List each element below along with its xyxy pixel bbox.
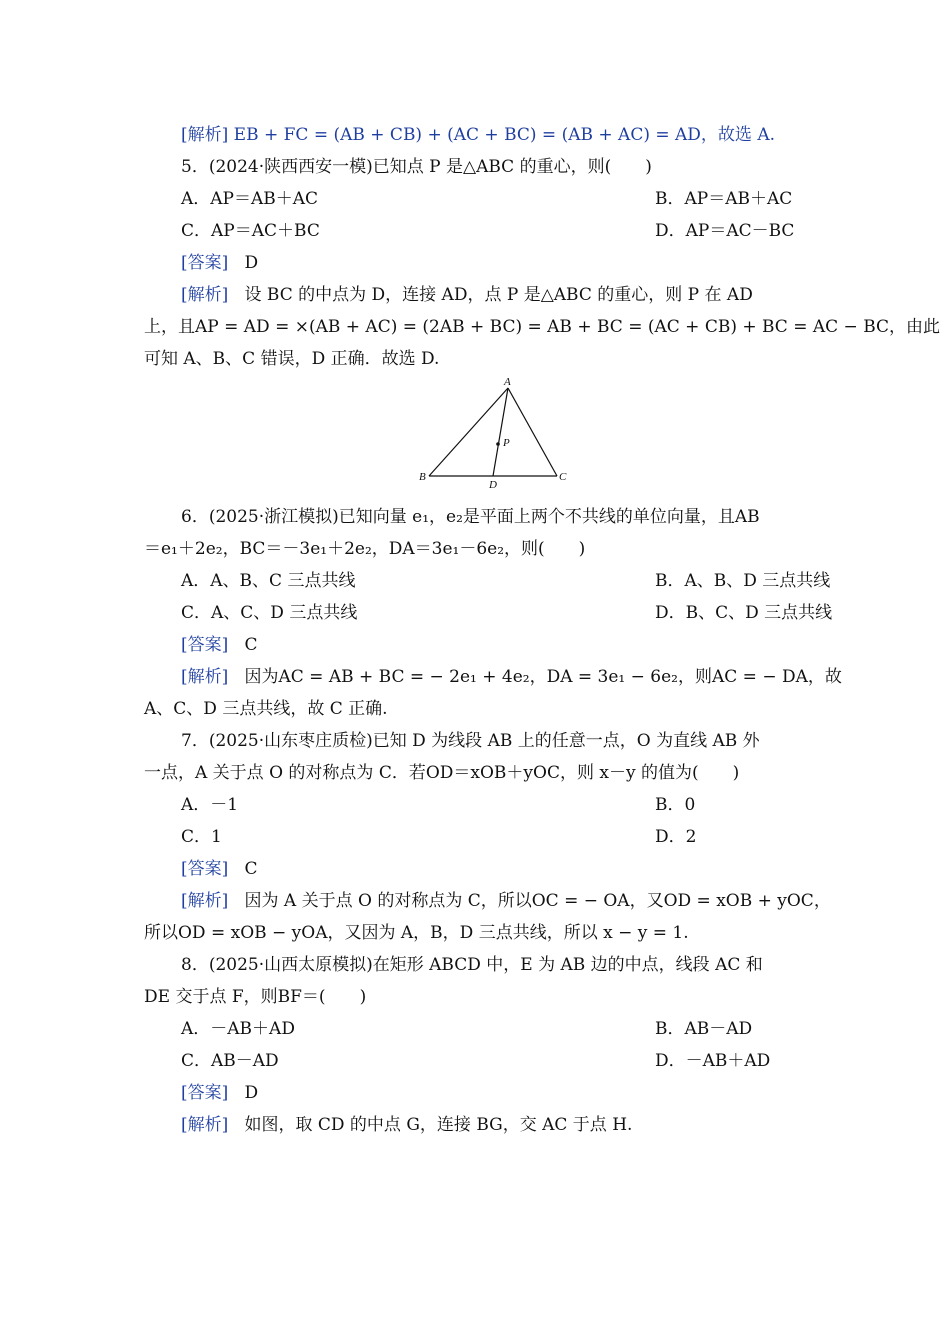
q8-option-c: C．AB－AD xyxy=(181,1051,279,1071)
label-a: A xyxy=(504,376,511,388)
median-ad xyxy=(493,388,508,476)
q6-option-d: D．B、C、D 三点共线 xyxy=(655,603,833,623)
q8-answer xyxy=(181,1078,845,1108)
label-c: C xyxy=(559,471,567,483)
q8-options-row-1 xyxy=(181,1014,845,1044)
q8-answer-value: D xyxy=(244,1083,259,1103)
triangle-figure xyxy=(415,374,575,490)
q5-option-b: B．AP＝AB＋AC xyxy=(655,189,793,209)
q6-answer xyxy=(181,630,845,660)
label-b: B xyxy=(419,471,426,483)
answer-tag: [答案] xyxy=(181,859,229,879)
answer-tag: [答案] xyxy=(181,635,229,655)
q8-option-d: D．－AB＋AD xyxy=(655,1051,771,1071)
q7-option-c: C．1 xyxy=(181,827,222,847)
question-7-stem-1: 7．(2025·山东枣庄质检)已知 D 为线段 AB 上的任意一点，O 为直线 AB 外 xyxy=(181,731,760,751)
solution-tag: [解析] xyxy=(181,667,229,687)
q8-option-a: A．－AB＋AD xyxy=(181,1019,295,1039)
q6-answer-value: C xyxy=(244,635,258,655)
q5-answer xyxy=(181,248,845,278)
point-p xyxy=(496,442,500,446)
side-ab xyxy=(429,388,508,476)
q5-option-a: A．AP＝AB＋AC xyxy=(181,189,319,209)
q6-option-b: B．A、B、D 三点共线 xyxy=(655,571,831,591)
q7-option-a: A．－1 xyxy=(181,795,239,815)
q6-solution-line-1: [解析] 因为AC = AB + BC = − 2e₁ + 4e₂，DA = 3e₁ − 6e₂，则AC = − DA，故 xyxy=(181,667,842,687)
question-6-stem-2: ＝e₁＋2e₂，BC＝－3e₁＋2e₂，DA＝3e₁－6e₂，则( ) xyxy=(144,539,586,559)
label-p: P xyxy=(503,437,510,449)
solution-tag: [解析] xyxy=(181,1115,229,1135)
q8-solution-line-1: [解析] 如图，取 CD 的中点 G，连接 BG，交 AC 于点 H. xyxy=(181,1115,633,1135)
solution-4-line: [解析] EB + FC = (AB + CB) + (AC + BC) = (AB + AC) = AD，故选 A. xyxy=(181,125,775,145)
answer-tag: [答案] xyxy=(181,253,229,273)
q7-options-row-1 xyxy=(181,790,845,820)
q8-options-row-2 xyxy=(181,1046,845,1076)
q7-solution-line-1: [解析] 因为 A 关于点 O 的对称点为 C，所以OC = − OA，又OD = xOB + yOC， xyxy=(181,891,831,911)
solution-tag: [解析] xyxy=(181,891,229,911)
q7-answer-value: C xyxy=(244,859,258,879)
q8-option-b: B．AB－AD xyxy=(655,1019,753,1039)
q6-option-a: A．A、B、C 三点共线 xyxy=(181,571,356,591)
q6-options-row-2 xyxy=(181,598,845,628)
q5-options-row-2 xyxy=(181,216,845,246)
q5-solution-line-3: 可知 A、B、C 错误，D 正确．故选 D. xyxy=(144,349,440,369)
question-6-stem-1: 6．(2025·浙江模拟)已知向量 e₁，e₂是平面上两个不共线的单位向量，且AB xyxy=(181,507,760,527)
q5-answer-value: D xyxy=(244,253,259,273)
q5-solution-line-2: 上，且AP = AD = ×(AB + AC) = (2AB + BC) = AB + BC = (AC + CB) + BC = AC − BC，由此 xyxy=(144,317,941,337)
q7-solution-line-2: 所以OD = xOB − yOA，又因为 A，B，D 三点共线，所以 x − y = 1. xyxy=(144,923,689,943)
label-d: D xyxy=(489,479,497,490)
answer-tag: [答案] xyxy=(181,1083,229,1103)
solution-tag: [解析] xyxy=(181,285,229,305)
q6-solution-line-2: A、C、D 三点共线，故 C 正确. xyxy=(144,699,388,719)
q5-solution-line-1: [解析] 设 BC 的中点为 D，连接 AD，点 P 是△ABC 的重心，则 P 在 AD xyxy=(181,285,753,305)
q7-option-d: D．2 xyxy=(655,827,697,847)
q5-option-d: D．AP＝AC－BC xyxy=(655,221,795,241)
q5-options-row-1 xyxy=(181,184,845,214)
question-8-stem-2: DE 交于点 F，则BF＝( ) xyxy=(144,987,367,1007)
question-5-stem: 5．(2024·陕西西安一模)已知点 P 是△ABC 的重心，则( ) xyxy=(181,157,652,177)
q7-options-row-2 xyxy=(181,822,845,852)
q5-option-c: C．AP＝AC＋BC xyxy=(181,221,320,241)
q7-option-b: B．0 xyxy=(655,795,696,815)
question-7-stem-2: 一点，A 关于点 O 的对称点为 C．若OD＝xOB＋yOC，则 x－y 的值为( ) xyxy=(144,763,740,783)
question-8-stem-1: 8．(2025·山西太原模拟)在矩形 ABCD 中，E 为 AB 边的中点，线段 AC 和 xyxy=(181,955,763,975)
q6-options-row-1 xyxy=(181,566,845,596)
side-ac xyxy=(508,388,557,476)
q7-answer xyxy=(181,854,845,884)
q6-option-c: C．A、C、D 三点共线 xyxy=(181,603,358,623)
